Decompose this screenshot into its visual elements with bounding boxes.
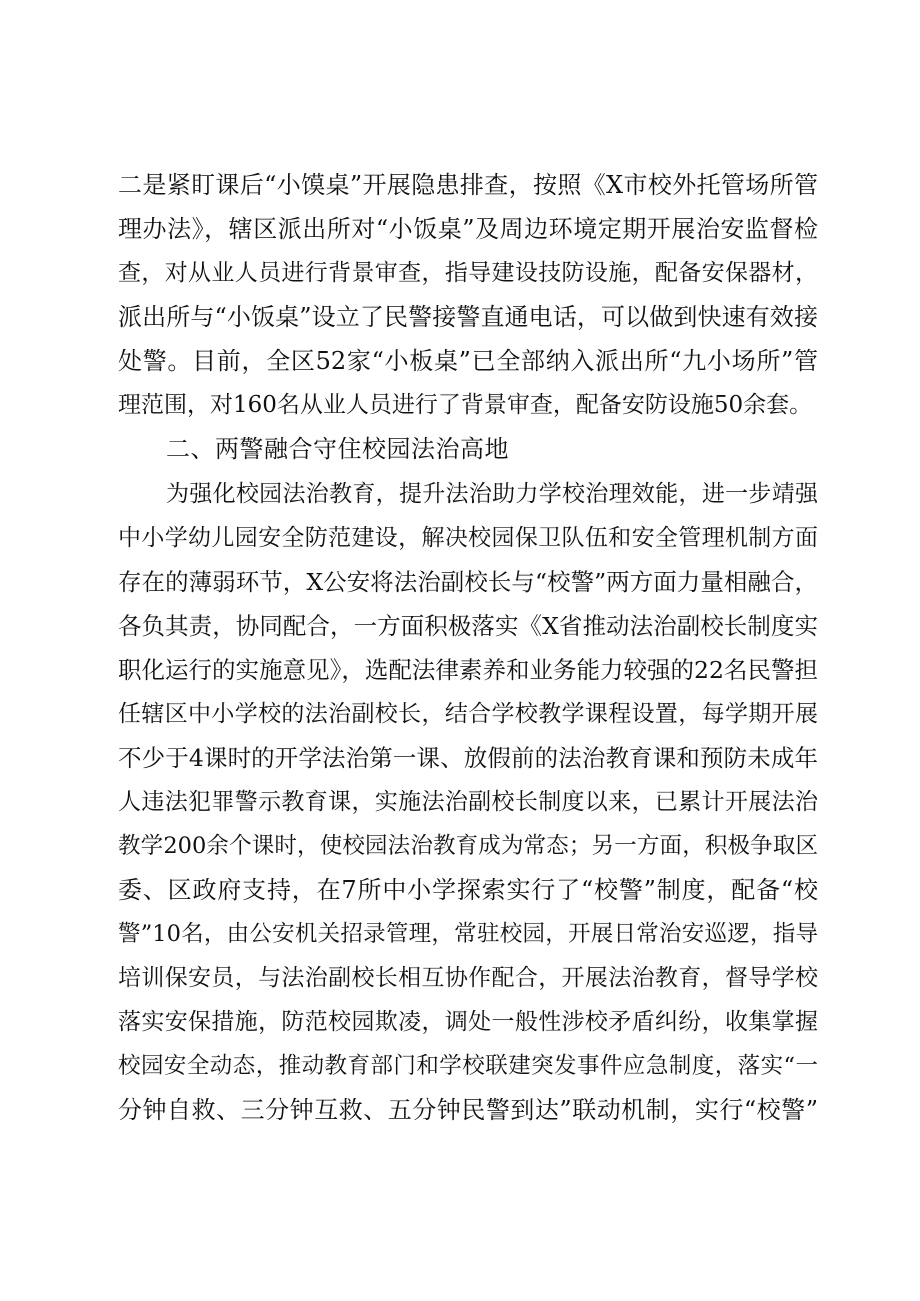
text-line: 警”10名，由公安机关招录管理，常驻校园，开展日常治安巡逻，指导 <box>118 921 818 947</box>
text-line: 查，对从业人员进行背景审查，指导建设技防设施，配备安保器材， <box>118 260 818 286</box>
text-line: 任辖区中小学校的法治副校长，结合学校教学课程设置，每学期开展 <box>118 701 818 727</box>
text-line: 理办法》，辖区派出所对“小饭桌”及周边环境定期开展治安监督检 <box>118 215 818 243</box>
text-line: 理范围，对160名从业人员进行了背景审查，配备安防设施50余套。 <box>118 392 813 418</box>
text-line: 职化运行的实施意见》，选配法律素养和业务能力较强的22名民警担 <box>118 656 818 684</box>
text-line: 校园安全动态，推动教育部门和学校联建突发事件应急制度，落实“一 <box>118 1053 818 1079</box>
text-line: 二是紧盯课后“小馍桌”开展隐患排查，按照《X市校外托管场所管 <box>118 171 818 199</box>
text-line: 培训保安员，与法治副校长相互协作配合，开展法治教育，督导学校 <box>118 965 818 991</box>
text-line: 为强化校园法治教育，提升法治助力学校治理效能，进一步靖强 <box>166 481 818 507</box>
text-line: 处警。目前，全区52家“小板桌”已全部纳入派出所“九小场所”管 <box>118 347 818 375</box>
text-line: 不少于4课时的开学法治第一课、放假前的法治教育课和预防未成年 <box>118 744 818 772</box>
text-line: 派出所与“小饭桌”设立了民警接警直通电话，可以做到快速有效接 <box>118 303 818 331</box>
text-line: 中小学幼儿园安全防范建设，解决校园保卫队伍和安全管理机制方面 <box>118 525 818 551</box>
section-heading: 二、两警融合守住校园法治高地 <box>166 435 509 463</box>
text-line: 分钟自救、三分钟互救、五分钟民警到达”联动机制，实行“校警” <box>118 1096 818 1124</box>
text-line: 落实安保措施，防范校园欺凌，调处一般性涉校矛盾纠纷，收集掌握 <box>118 1009 818 1035</box>
text-line: 委、区政府支持，在7所中小学探索实行了“校警”制度，配备“校 <box>118 876 818 904</box>
text-line: 教学200余个课时，使校园法治教育成为常态；另一方面，积极争取区 <box>118 833 818 859</box>
text-line: 人违法犯罪警示教育课，实施法治副校长制度以来，已累计开展法治 <box>118 789 818 815</box>
text-line: 各负其责，协同配合，一方面积极落实《X省推动法治副校长制度实 <box>118 612 818 640</box>
text-line: 存在的薄弱环节，X公安将法治副校长与“校警”两方面力量相融合， <box>118 568 818 596</box>
